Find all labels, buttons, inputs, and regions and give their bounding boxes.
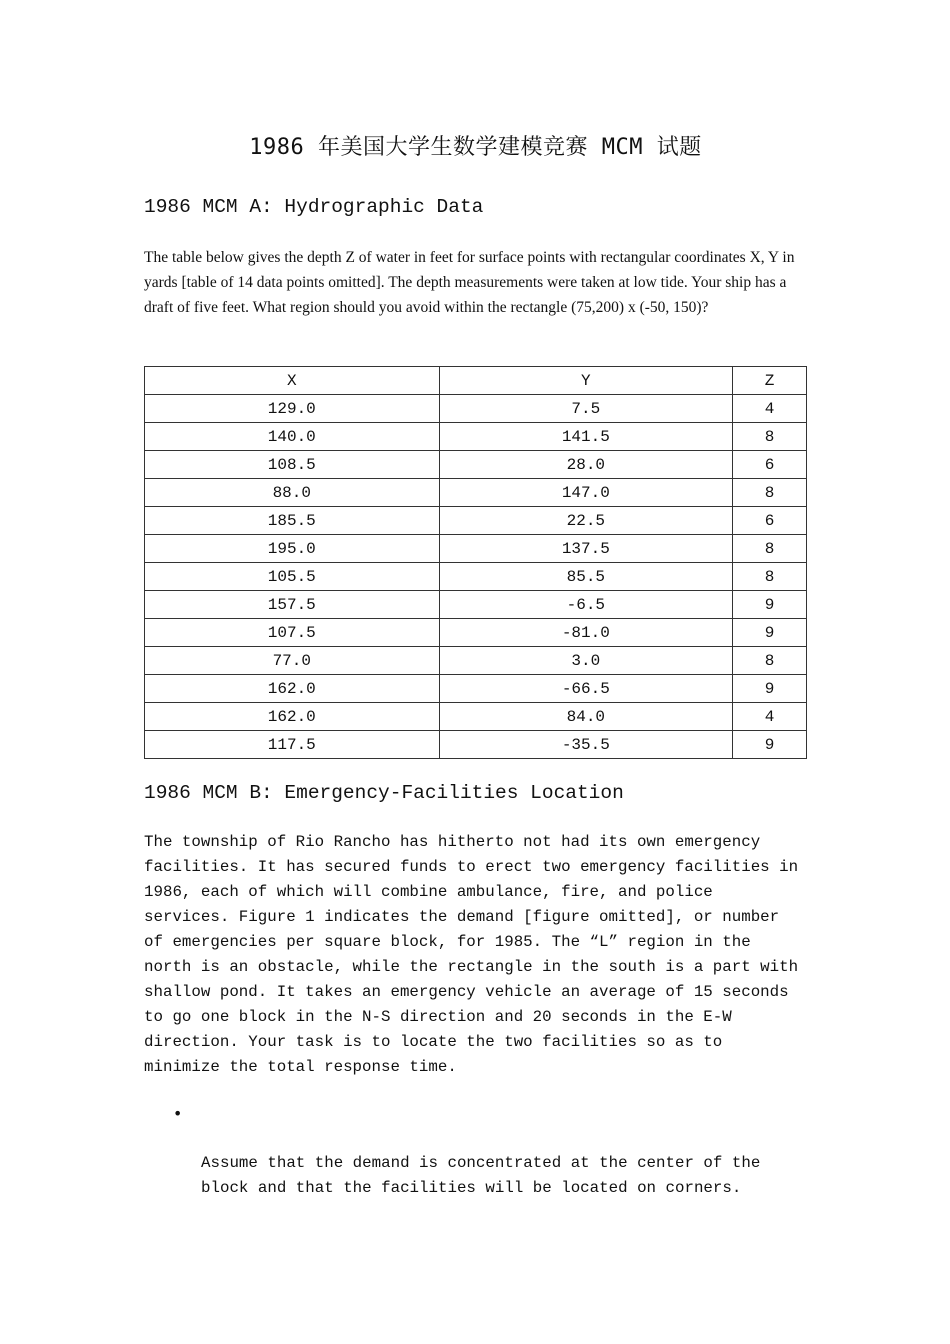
cell-z: 8 bbox=[733, 535, 807, 563]
bullet-icon: • bbox=[173, 1104, 183, 1123]
table-header-row bbox=[145, 367, 807, 395]
cell-y: 141.5 bbox=[439, 423, 733, 451]
cell-z: 6 bbox=[733, 507, 807, 535]
cell-z: 4 bbox=[733, 395, 807, 423]
cell-x: 185.5 bbox=[145, 507, 440, 535]
cell-x: 105.5 bbox=[145, 563, 440, 591]
cell-y: 137.5 bbox=[439, 535, 733, 563]
table-row bbox=[145, 563, 807, 591]
cell-y: -66.5 bbox=[439, 675, 733, 703]
cell-y: 3.0 bbox=[439, 647, 733, 675]
problem-b-description: The township of Rio Rancho has hitherto not had its own emergency facilities. It has secured funds to erect two emergency facilities in 1986, each of which will combine ambulance, fire, and police services. Figure 1 indicates the demand [figure omitted], or number of emergencies per square block, for 1985. The “L” region in the north is an obstacle, while the rectangle in the south is a part with shallow pond. It takes an emergency vehicle an average of 15 seconds to go one block in the N-S direction and 20 seconds in the E-W direction. Your task is to locate the two facilities so as to minimize the total response time. bbox=[144, 833, 799, 1076]
problem-a-description: The table below gives the depth Z of water in feet for surface points with rectangular coordinates X, Y in yards [table of 14 data points omitted]. The depth measurements were taken at low tide. Your ship has a draft of five feet. What region should you avoid within the rectangle (75,200) x (-50, 150)? bbox=[144, 249, 795, 316]
cell-z: 8 bbox=[733, 563, 807, 591]
table-row bbox=[145, 675, 807, 703]
cell-x: 162.0 bbox=[145, 703, 440, 731]
column-header-x: X bbox=[145, 367, 440, 395]
problem-b-heading: 1986 MCM B: Emergency-Facilities Location bbox=[144, 782, 624, 804]
table-row bbox=[145, 591, 807, 619]
column-header-y: Y bbox=[439, 367, 733, 395]
cell-y: 84.0 bbox=[439, 703, 733, 731]
cell-z: 8 bbox=[733, 479, 807, 507]
hydrographic-data-table bbox=[144, 366, 807, 759]
table-row bbox=[145, 535, 807, 563]
table-row bbox=[145, 479, 807, 507]
cell-z: 6 bbox=[733, 451, 807, 479]
cell-z: 9 bbox=[733, 731, 807, 759]
table-row bbox=[145, 423, 807, 451]
cell-z: 8 bbox=[733, 423, 807, 451]
cell-y: -35.5 bbox=[439, 731, 733, 759]
cell-y: -81.0 bbox=[439, 619, 733, 647]
cell-y: 85.5 bbox=[439, 563, 733, 591]
cell-y: -6.5 bbox=[439, 591, 733, 619]
list-item-text: Assume that the demand is concentrated at the center of the block and that the facilities will be located on corners. bbox=[201, 1154, 761, 1197]
table-row bbox=[145, 647, 807, 675]
cell-x: 77.0 bbox=[145, 647, 440, 675]
cell-x: 88.0 bbox=[145, 479, 440, 507]
document-title: 1986 年美国大学生数学建模竞赛 MCM 试题 bbox=[249, 135, 702, 160]
cell-x: 162.0 bbox=[145, 675, 440, 703]
cell-y: 22.5 bbox=[439, 507, 733, 535]
cell-y: 28.0 bbox=[439, 451, 733, 479]
cell-x: 129.0 bbox=[145, 395, 440, 423]
cell-y: 7.5 bbox=[439, 395, 733, 423]
cell-z: 9 bbox=[733, 591, 807, 619]
assumption-list bbox=[144, 1101, 807, 1201]
cell-x: 107.5 bbox=[145, 619, 440, 647]
problem-a-heading: 1986 MCM A: Hydrographic Data bbox=[144, 196, 484, 218]
cell-x: 117.5 bbox=[145, 731, 440, 759]
cell-x: 140.0 bbox=[145, 423, 440, 451]
cell-z: 8 bbox=[733, 647, 807, 675]
cell-z: 4 bbox=[733, 703, 807, 731]
table-row bbox=[145, 731, 807, 759]
cell-z: 9 bbox=[733, 675, 807, 703]
table-row bbox=[145, 507, 807, 535]
table-row bbox=[145, 619, 807, 647]
cell-x: 108.5 bbox=[145, 451, 440, 479]
table-row bbox=[145, 703, 807, 731]
cell-x: 195.0 bbox=[145, 535, 440, 563]
table-row bbox=[145, 451, 807, 479]
list-item bbox=[144, 1101, 807, 1201]
cell-x: 157.5 bbox=[145, 591, 440, 619]
cell-z: 9 bbox=[733, 619, 807, 647]
table-row bbox=[145, 395, 807, 423]
column-header-z: Z bbox=[733, 367, 807, 395]
cell-y: 147.0 bbox=[439, 479, 733, 507]
